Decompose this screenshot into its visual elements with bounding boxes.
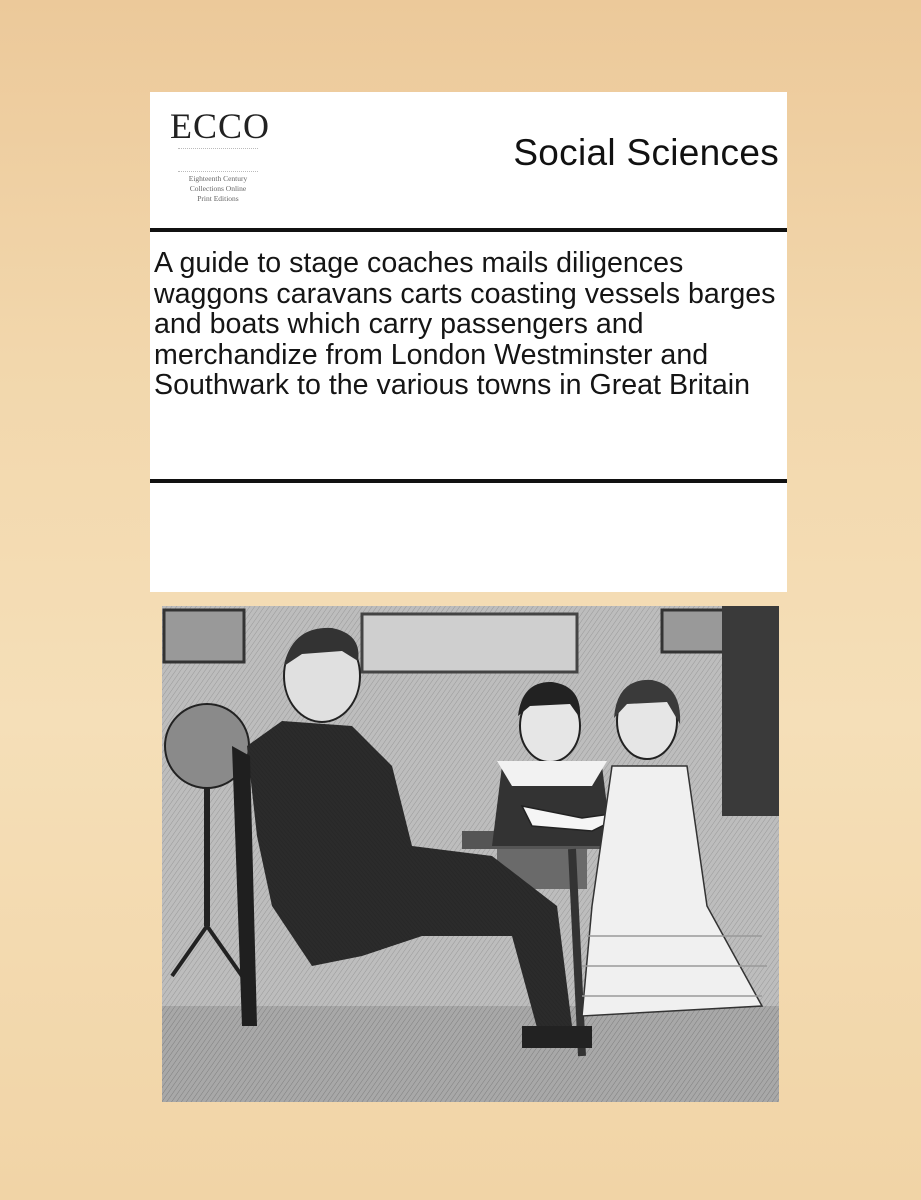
top-divider: [150, 228, 787, 232]
wall-picture-left: [164, 610, 244, 662]
wall-picture-right: [662, 610, 732, 652]
title-panel: [150, 92, 787, 592]
ecco-logo-line-1: Eighteenth Century: [188, 174, 248, 183]
book-title: A guide to stage coaches mails diligences waggons caravans carts coasting vessels barges and boats which carry passengers and merchandize from London Westminster and Southwark to the various towns in Great Britain: [154, 247, 776, 401]
cover-illustration: [162, 606, 779, 1102]
ecco-logo-mark: ECCO: [170, 106, 271, 146]
ecco-logo-line-2: Collections Online: [189, 184, 247, 193]
wall-map: [362, 614, 577, 672]
doorway: [722, 606, 779, 816]
ecco-logo: [170, 106, 271, 226]
ecco-logo-line-3: Print Editions: [197, 194, 239, 203]
ecco-logo-ghost-band: [178, 148, 258, 172]
engraving-image: [162, 606, 779, 1102]
series-label: Social Sciences: [513, 132, 779, 173]
bottom-divider: [150, 479, 787, 483]
